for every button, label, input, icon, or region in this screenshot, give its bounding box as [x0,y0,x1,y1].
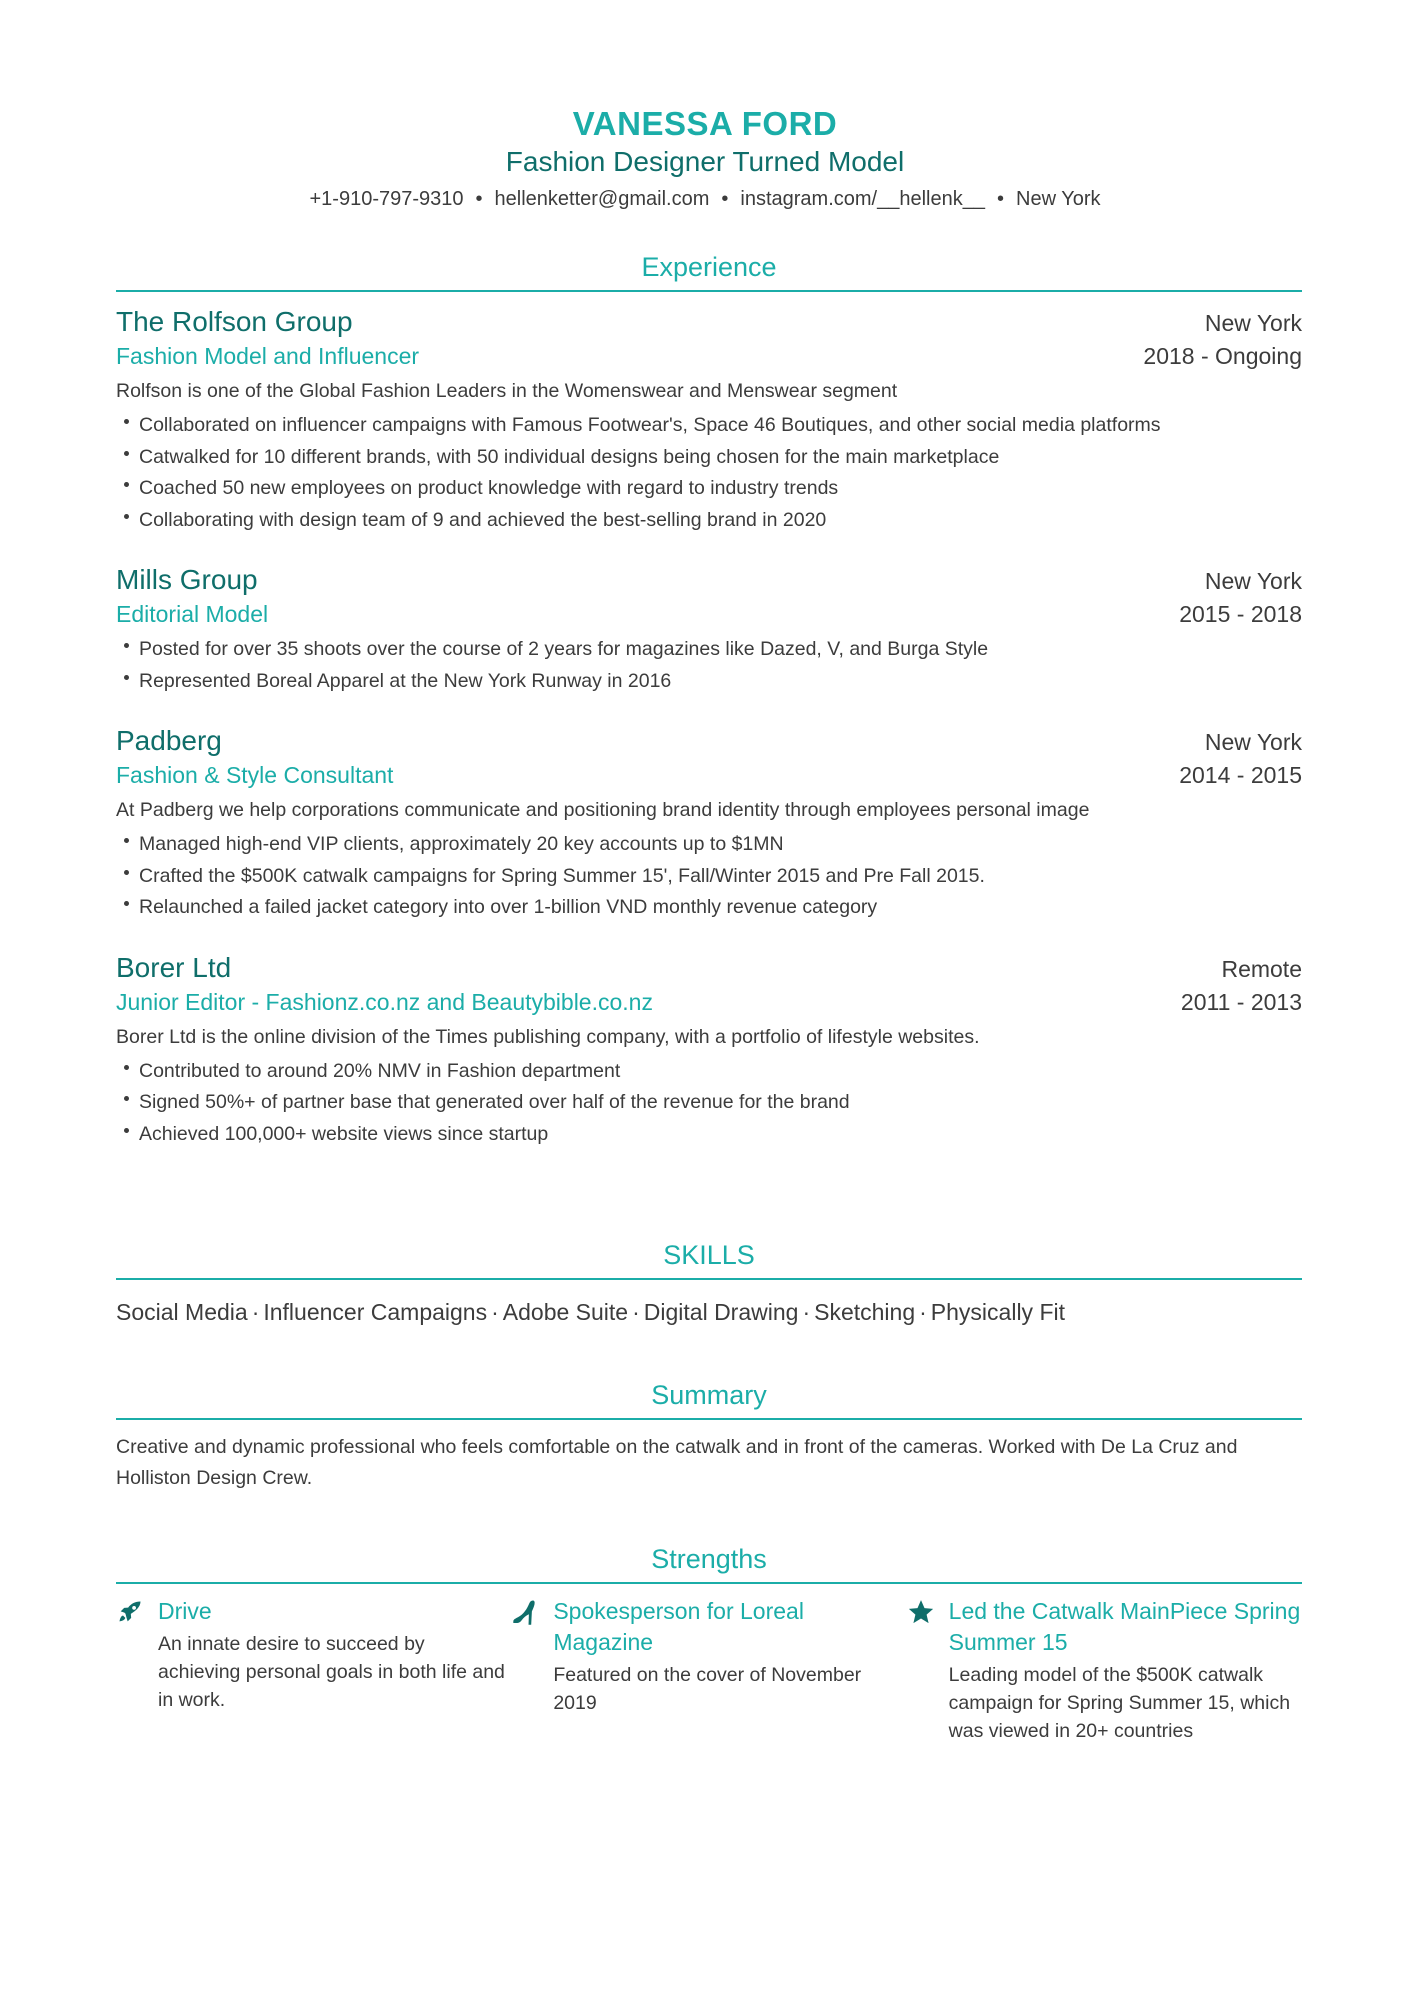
strength-item [116,1596,511,1745]
job-bullet: Collaborating with design team of 9 and achieved the best-selling brand in 2020 [116,505,1302,537]
strengths-list [116,1596,1302,1745]
strength-description: Leading model of the $500K catwalk campaign for Spring Summer 15, which was viewed in 20+ countries [948,1664,1291,1742]
rocket-icon [116,1596,158,1745]
job-bullet: Signed 50%+ of partner base that generated over half of the revenue for the brand [116,1087,1302,1119]
strengths-heading: Strengths [116,1542,1302,1584]
job-dates: 2018 - Ongoing [1143,343,1302,369]
job-bullet: Contributed to around 20% NMV in Fashion department [116,1056,1302,1088]
job-entry [116,723,1302,924]
job-role: Fashion & Style Consultant [116,762,394,788]
experience-section [116,250,1302,1150]
job-bullets [116,634,1302,697]
strength-description: Featured on the cover of November 2019 [553,1664,862,1714]
strength-item [907,1596,1302,1745]
job-company: Mills Group [116,564,258,595]
skill-item: Digital Drawing [643,1299,799,1325]
job-description: Borer Ltd is the online division of the Times publishing company, with a portfolio of lifestyle websites. [116,1025,980,1048]
skills-section [116,1238,1302,1328]
instagram-link: instagram.com/__hellenk__ [740,188,985,210]
email-address: hellenketter@gmail.com [494,188,710,210]
job-bullet: Achieved 100,000+ website views since startup [116,1119,1302,1151]
strengths-section [116,1542,1302,1745]
job-role: Editorial Model [116,601,269,627]
job-location: New York [1204,729,1302,755]
job-location: Remote [1221,955,1302,982]
skills-list: Social Media · Influencer Campaigns · Adobe Suite · Digital Drawing · Sketching · Physically Fit [116,1299,1065,1325]
job-entry [116,950,1302,1151]
phone-number: +1-910-797-9310 [309,188,464,210]
strength-title: Spokesperson for Loreal Magazine [553,1598,804,1655]
job-description: At Padberg we help corporations communicate and positioning brand identity through employees personal image [116,799,1090,821]
job-role: Junior Editor - Fashionz.co.nz and Beautybible.co.nz [116,988,653,1015]
contact-line: +1-910-797-9310 • hellenketter@gmail.com • instagram.com/__hellenk__ • New York [309,188,1101,210]
job-bullet: Posted for over 35 shoots over the course of 2 years for magazines like Dazed, V, and Burga Style [116,634,1302,666]
candidate-headline: Fashion Designer Turned Model [505,146,905,177]
job-location: New York [1204,310,1302,336]
summary-section [116,1378,1302,1494]
job-bullet: Crafted the $500K catwalk campaigns for Spring Summer 15', Fall/Winter 2015 and Pre Fall 2015. [116,861,1302,893]
job-bullets [116,829,1302,924]
job-bullets [116,1056,1302,1151]
skill-item: Sketching [814,1299,916,1325]
job-bullet: Collaborated on influencer campaigns with Famous Footwear's, Space 46 Boutiques, and other social media platforms [116,410,1302,442]
summary-text: Creative and dynamic professional who feels comfortable on the catwalk and in front of the cameras. Worked with De La Cruz and Holliston Design Crew. [116,1436,1238,1489]
job-bullet: Catwalked for 10 different brands, with 50 individual designs being chosen for the main marketplace [116,442,1302,474]
job-company: The Rolfson Group [116,306,353,337]
skills-heading: SKILLS [116,1238,1302,1280]
job-description: Rolfson is one of the Global Fashion Leaders in the Womenswear and Menswear segment [116,380,898,402]
experience-heading: Experience [116,250,1302,292]
skill-item: Adobe Suite [502,1299,629,1325]
skill-item: Influencer Campaigns [263,1299,488,1325]
job-role: Fashion Model and Influencer [116,343,420,369]
job-bullet: Managed high-end VIP clients, approximately 20 key accounts up to $1MN [116,829,1302,861]
summary-heading: Summary [116,1378,1302,1420]
skill-item: Social Media [116,1299,248,1325]
star-icon [907,1596,949,1745]
job-entry [116,562,1302,697]
job-location: New York [1204,568,1302,594]
resume-header [0,104,1410,212]
job-bullet: Represented Boreal Apparel at the New York Runway in 2016 [116,666,1302,698]
strength-title: Drive [158,1598,212,1624]
job-bullets [116,410,1302,536]
job-bullet: Coached 50 new employees on product knowledge with regard to industry trends [116,473,1302,505]
job-dates: 2014 - 2015 [1179,762,1302,788]
job-company: Borer Ltd [116,951,232,983]
strength-item [511,1596,906,1745]
job-dates: 2011 - 2013 [1180,988,1302,1015]
strength-description: An innate desire to succeed by achieving personal goals in both life and in work. [158,1633,505,1711]
high-heel-icon [511,1596,553,1745]
candidate-name: VANESSA FORD [572,105,838,142]
job-bullet: Relaunched a failed jacket category into over 1-billion VND monthly revenue category [116,892,1302,924]
skill-item: Physically Fit [930,1299,1065,1325]
job-entry [116,304,1302,536]
job-company: Padberg [116,725,222,756]
strength-title: Led the Catwalk MainPiece Spring Summer 15 [948,1598,1301,1655]
job-dates: 2015 - 2018 [1179,601,1302,627]
location: New York [1016,188,1101,210]
